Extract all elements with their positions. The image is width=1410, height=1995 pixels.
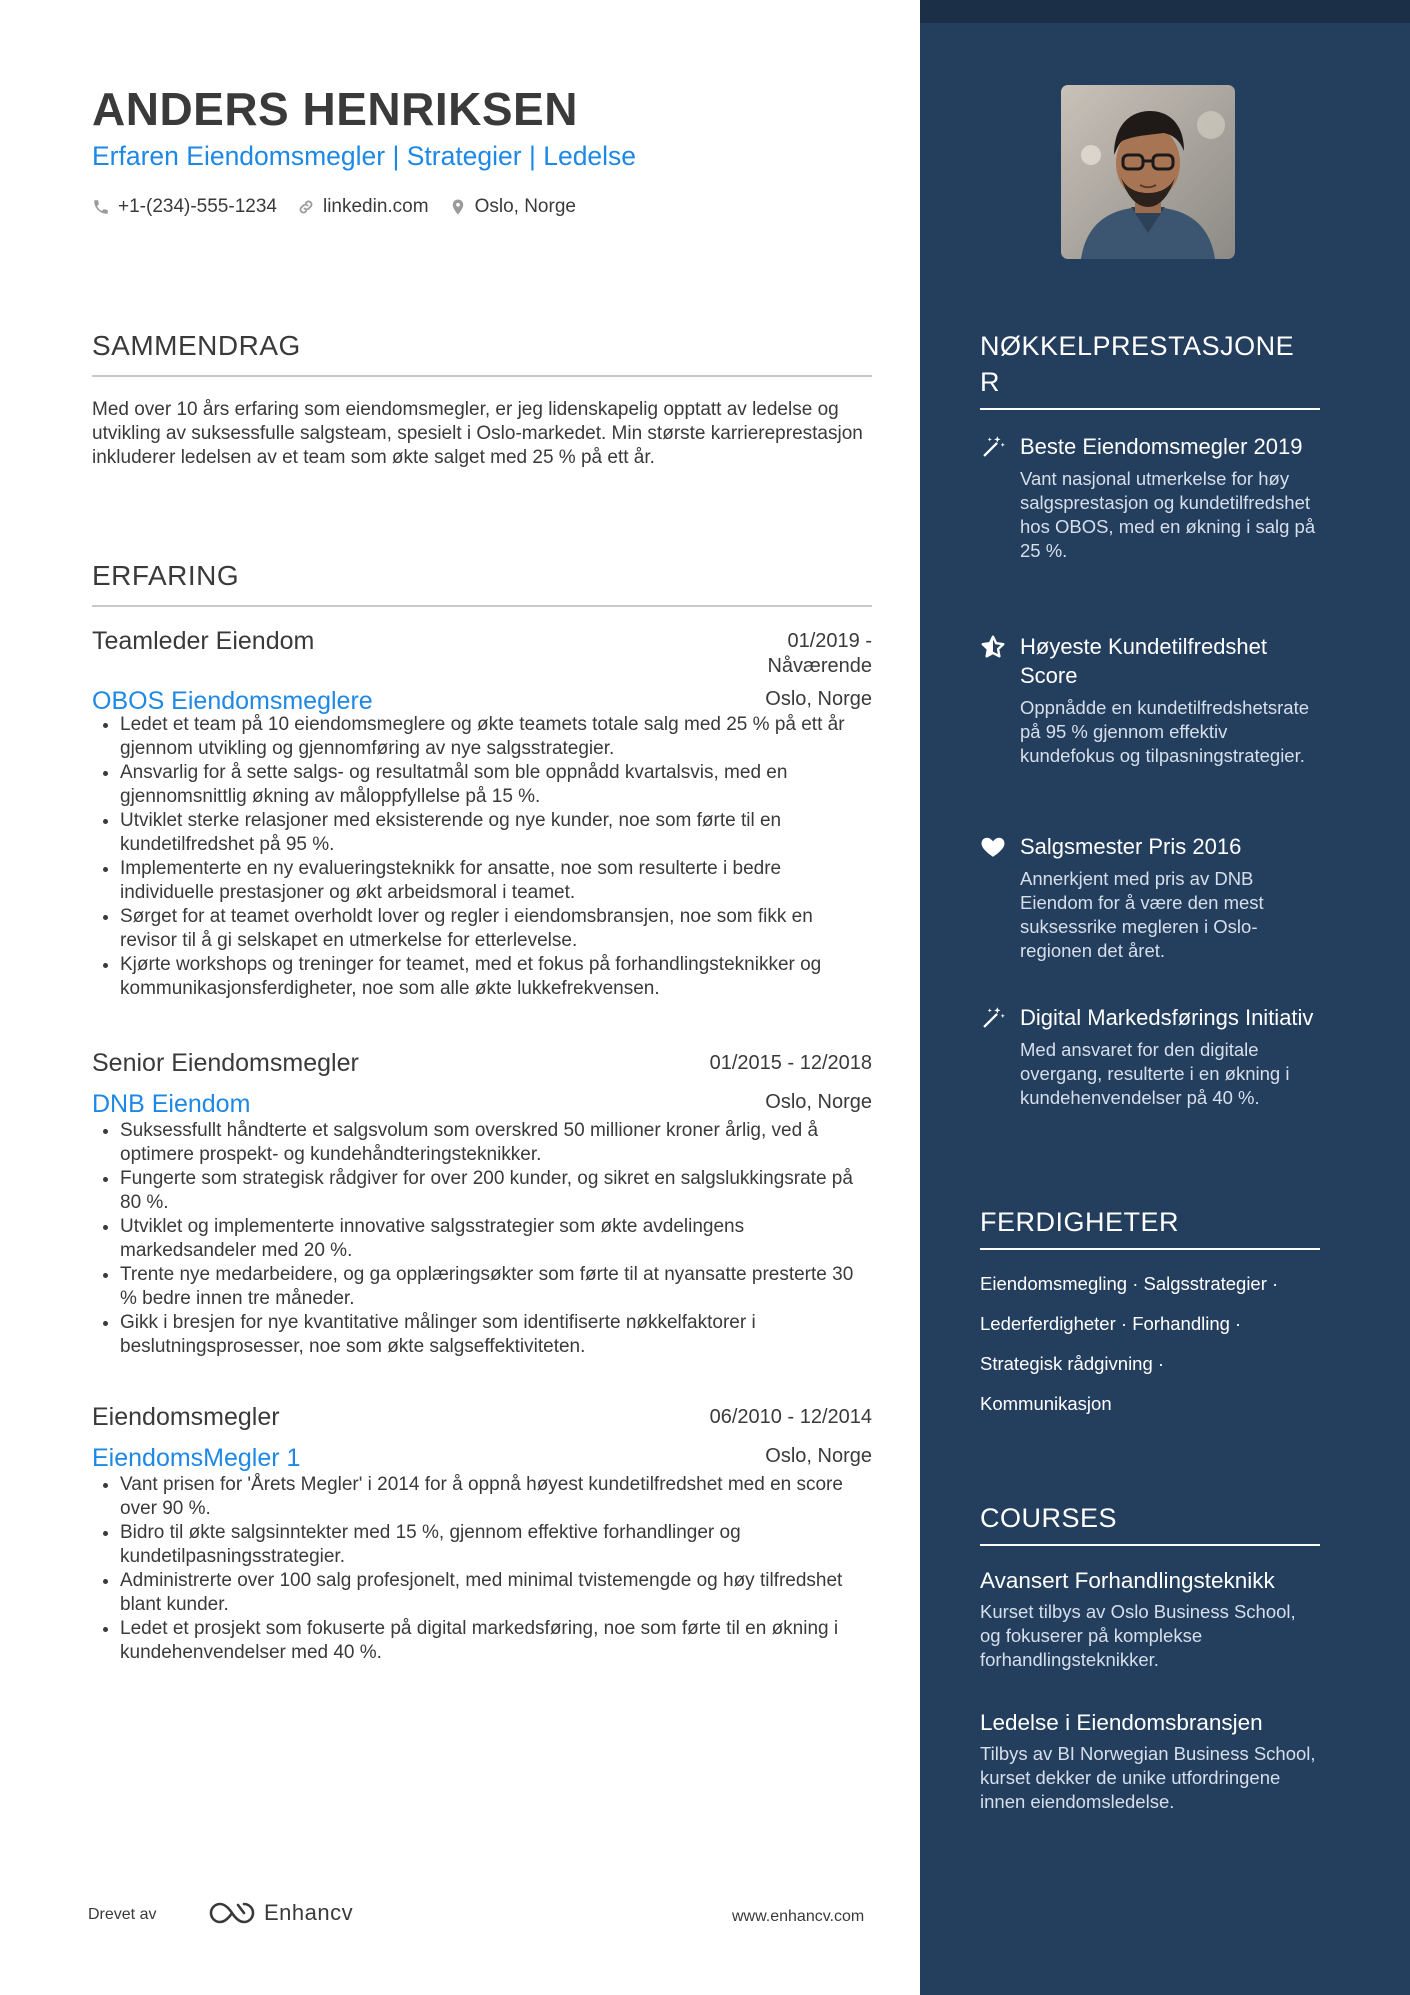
bullet-item: • Fungerte som strategisk rådgiver for over 200 kunder, og sikret en salgslukkingsrate på 80 %.	[120, 1167, 872, 1215]
job-location: Oslo, Norge	[765, 1091, 872, 1113]
infinity-logo-icon	[208, 1901, 256, 1925]
achievements-section	[980, 328, 1320, 1108]
skills-section	[980, 1204, 1320, 1432]
job-title: Teamleder Eiendom	[92, 627, 315, 655]
bullet-item: • Implementerte en ny evalueringsteknikk for ansatte, noe som resulterte i bedre individuelle prestasjoner og økt arbeidsmoral i teamet.	[120, 857, 872, 905]
course-item	[980, 1708, 1320, 1814]
course-desc: Tilbys av BI Norwegian Business School, kurset dekker de unike utfordringene innen eiendomsledelse.	[980, 1743, 1316, 1812]
bullet-item: • Trente nye medarbeidere, og ga opplæringsøkter som førte til at nyansatte presterte 30 % bedre innen tre måneder.	[120, 1263, 872, 1311]
location-pin-icon	[449, 197, 467, 217]
courses-heading: COURSES	[980, 1500, 1320, 1546]
skills-heading: FERDIGHETER	[980, 1204, 1320, 1250]
profile-portrait-illustration	[1061, 85, 1235, 259]
star-icon	[980, 634, 1006, 660]
enhancv-logo[interactable]	[208, 1900, 353, 1926]
bullet-item: • Vant prisen for 'Årets Megler' i 2014 for å oppnå høyest kundetilfredshet med en score over 90 %.	[120, 1473, 872, 1521]
experience-heading: ERFARING	[92, 560, 872, 607]
achievement-item	[980, 432, 1320, 563]
bullet-item: • Gikk i bresjen for nye kvantitative målinger som identifiserte nøkkelfaktorer i beslutningsprosesser, noe som økte salgseffektiviteten.	[120, 1311, 872, 1359]
sidebar	[920, 0, 1410, 1995]
phone-icon	[92, 198, 110, 216]
phone-text: +1-(234)-555-1234	[118, 196, 277, 217]
job-company: EiendomsMegler 1	[92, 1444, 301, 1472]
job-entry	[92, 1403, 872, 1665]
job-dates: 06/2010 - 12/2014	[709, 1406, 872, 1428]
skills-line: Strategisk rådgivning ·	[980, 1353, 1165, 1374]
magic-wand-icon	[980, 1005, 1006, 1031]
job-location: Oslo, Norge	[765, 1445, 872, 1467]
achievement-title: Digital Markedsførings Initiativ	[1020, 1005, 1314, 1030]
achievement-item	[980, 632, 1320, 768]
bullet-item: • Kjørte workshops og treninger for teamet, med et fokus på forhandlingsteknikker og kommunikasjonsferdigheter, noe som alle økte lukkefrekvensen.	[120, 953, 872, 1001]
job-bullets	[92, 1119, 872, 1359]
linkedin-text[interactable]: linkedin.com	[322, 196, 429, 217]
profile-photo	[1061, 85, 1235, 259]
job-title: Senior Eiendomsmegler	[92, 1049, 359, 1077]
job-company: DNB Eiendom	[92, 1090, 251, 1118]
job-dates: 01/2015 - 12/2018	[709, 1052, 872, 1074]
link-icon	[297, 198, 315, 216]
brand-name: Enhancv	[264, 1900, 354, 1925]
job-entry	[92, 627, 872, 1001]
job-title: Eiendomsmegler	[92, 1403, 280, 1431]
contact-phone	[92, 196, 277, 218]
powered-by-label: Drevet av	[88, 1906, 157, 1923]
magic-wand-icon	[980, 434, 1006, 460]
achievement-desc: Oppnådde en kundetilfredshetsrate på 95 % gjennom effektiv kundefokus og tilpasningstrategier.	[1020, 697, 1310, 766]
contact-location	[449, 196, 576, 218]
achievement-item	[980, 832, 1320, 963]
skills-line: Lederferdigheter · Forhandling ·	[980, 1313, 1242, 1334]
skills-line: Kommunikasjon	[980, 1393, 1112, 1414]
contact-linkedin[interactable]	[297, 196, 429, 218]
summary-heading: SAMMENDRAG	[92, 330, 872, 377]
bullet-item: • Administrerte over 100 salg profesjonelt, med minimal tvistemengde og høy tilfredshet blant kunder.	[120, 1569, 872, 1617]
achievement-desc: Med ansvaret for den digitale overgang, resulterte i en økning i kundehenvendelser på 40 %.	[1020, 1039, 1290, 1108]
footer-url[interactable]: www.enhancv.com	[732, 1908, 865, 1925]
bullet-item: • Utviklet og implementerte innovative salgsstrategier som økte avdelingens markedsandeler med 20 %.	[120, 1215, 872, 1263]
sidebar-top-bar	[920, 0, 1410, 23]
achievement-desc: Vant nasjonal utmerkelse for høy salgsprestasjon og kundetilfredshet hos OBOS, med en økning i salg på 25 %.	[1020, 468, 1316, 561]
job-dates: 01/2019 - Nåværende	[767, 630, 872, 677]
bullet-item: • Utviklet sterke relasjoner med eksisterende og nye kunder, noe som førte til en kundetilfredshet på 95 %.	[120, 809, 872, 857]
achievements-heading: NØKKELPRESTASJONE R	[980, 328, 1320, 410]
bullet-item: • Ledet et prosjekt som fokuserte på digital markedsføring, noe som førte til en økning i kundehenvendelser med 40 %.	[120, 1617, 872, 1665]
bullet-item: • Ledet et team på 10 eiendomsmeglere og økte teamets totale salg med 25 % på ett år gjennom utvikling og gjennomføring av nye salgsstrategier.	[120, 713, 872, 761]
course-desc: Kurset tilbys av Oslo Business School, og fokuserer på komplekse forhandlingsteknikker.	[980, 1601, 1296, 1670]
achievement-title: Høyeste Kundetilfredshet Score	[1020, 634, 1268, 688]
job-entry	[92, 1049, 872, 1359]
bullet-item: • Bidro til økte salgsinntekter med 15 %, gjennom effektive forhandlinger og kundetilpasningsstrategier.	[120, 1521, 872, 1569]
bullet-item: • Suksessfullt håndterte et salgsvolum som overskred 50 millioner kroner årlig, ved å optimere prospekt- og kundehåndteringsteknikker.	[120, 1119, 872, 1167]
resume-name: ANDERS HENRIKSEN	[92, 83, 578, 135]
achievement-desc: Annerkjent med pris av DNB Eiendom for å være den mest suksessrike megleren i Oslo-regionen det året.	[1020, 868, 1264, 961]
achievement-title: Salgsmester Pris 2016	[1020, 834, 1242, 859]
course-item	[980, 1566, 1320, 1672]
bullet-item: • Ansvarlig for å sette salgs- og resultatmål som ble oppnådd kvartalsvis, med en gjennomsnittlig økning av måloppfyllelse på 15 %.	[120, 761, 872, 809]
location-text: Oslo, Norge	[474, 196, 576, 217]
course-title: Avansert Forhandlingsteknikk	[980, 1568, 1275, 1593]
job-bullets	[92, 713, 872, 1001]
resume-subtitle: Erfaren Eiendomsmegler | Strategier | Ledelse	[92, 141, 637, 171]
job-location: Oslo, Norge	[765, 688, 872, 710]
bullet-item: • Sørget for at teamet overholdt lover og regler i eiendomsbransjen, noe som fikk en revisor til å gi selskapet en utmerkelse for etterlevelse.	[120, 905, 872, 953]
contact-row	[92, 196, 596, 218]
skills-line: Eiendomsmegling · Salgsstrategier ·	[980, 1273, 1279, 1294]
job-company: OBOS Eiendomsmeglere	[92, 687, 373, 715]
achievement-item	[980, 1003, 1320, 1110]
achievement-title: Beste Eiendomsmegler 2019	[1020, 434, 1303, 459]
summary-text: Med over 10 års erfaring som eiendomsmegler, er jeg lidenskapelig opptatt av ledelse og utvikling av suksessfulle salgsteam, spesielt i Oslo-markedet. Min største karriereprestasjon inkluderer ledelsen av et team som økte salget med 25 % på ett år.	[92, 399, 863, 468]
skills-list	[980, 1272, 1320, 1432]
courses-section	[980, 1500, 1320, 1814]
heart-icon	[980, 834, 1006, 860]
job-bullets	[92, 1473, 872, 1665]
course-title: Ledelse i Eiendomsbransjen	[980, 1710, 1263, 1735]
